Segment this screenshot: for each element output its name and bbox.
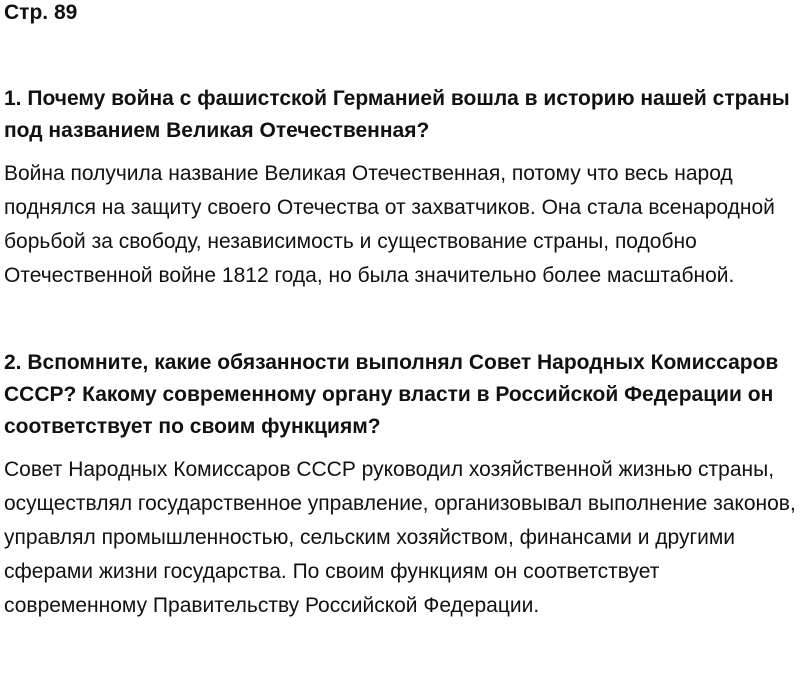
question-2: 2. Вспомните, какие обязанности выполнял Совет Народных Комиссаров СССР? Какому современному органу власти в Российской Федерации он соответствует по своим функциям? [4, 351, 779, 438]
answer-2: Совет Народных Комиссаров СССР руководил хозяйственной жизнью страны, осуществлял государственное управление, организовывал выполнение законов, управлял промышленностью, сельским хозяйством, финансами и другими сферами жизни государства. По своим функциям он соответствует современному Правительству Российской Федерации. [4, 458, 796, 617]
question-1: 1. Почему война с фашистской Германией вошла в историю нашей страны под названием Великая Отечественная? [4, 87, 790, 142]
answer-1: Война получила название Великая Отечественная, потому что весь народ поднялся на защиту своего Отечества от захватчиков. Она стала всенародной борьбой за свободу, независимость и существование страны, подобно Отечественной войне 1812 года, но была значительно более масштабной. [4, 162, 775, 287]
document-page [4, 0, 796, 623]
page-number: Стр. 89 [4, 1, 78, 24]
